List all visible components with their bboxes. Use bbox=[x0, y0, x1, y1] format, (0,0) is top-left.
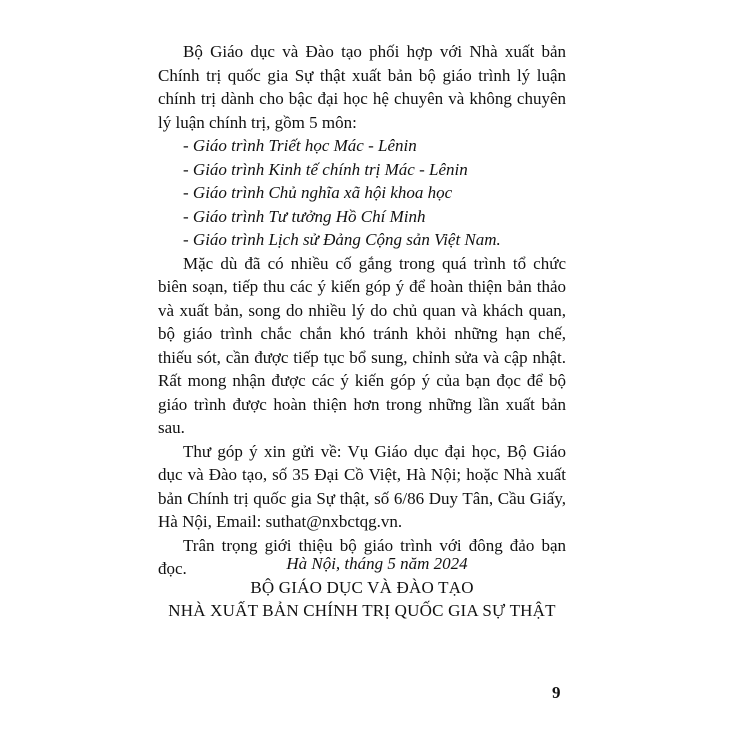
ministry-name: BỘ GIÁO DỤC VÀ ĐÀO TẠO bbox=[250, 577, 474, 597]
subject-item: - Giáo trình Lịch sử Đảng Cộng sản Việt Nam. bbox=[183, 230, 501, 249]
subject-list bbox=[158, 134, 566, 252]
body-text bbox=[158, 40, 566, 581]
page-number: 9 bbox=[552, 683, 561, 702]
subject-item: - Giáo trình Triết học Mác - Lênin bbox=[183, 136, 417, 155]
publisher-name: NHÀ XUẤT BẢN CHÍNH TRỊ QUỐC GIA SỰ THẬT bbox=[168, 601, 556, 620]
place-date: Hà Nội, tháng 5 năm 2024 bbox=[286, 554, 468, 573]
signature-block bbox=[158, 552, 566, 623]
subject-item: - Giáo trình Kinh tế chính trị Mác - Lênin bbox=[183, 159, 468, 179]
contact-paragraph: Thư góp ý xin gửi về: Vụ Giáo dục đại học, Bộ Giáo dục và Đào tạo, số 35 Đại Cồ Việt, Hà Nội; hoặc Nhà xuất bản Chính trị quốc gia Sự thật, số 6/86 Duy Tân, Cầu Giấy, Hà Nội, Email: suthat@nxbctqg.vn. bbox=[158, 441, 566, 531]
closing-paragraph: Trân trọng giới thiệu bộ giáo trình với đông đảo bạn đọc. bbox=[158, 535, 566, 578]
feedback-paragraph: Mặc dù đã có nhiều cố gắng trong quá trình tổ chức biên soạn, tiếp thu các ý kiến góp ý để hoàn thiện bản thảo và xuất bản, song do nhiều lý do chủ quan và khách quan, bộ giáo trình chắc chắn khó tránh khỏi những hạn chế, thiếu sót, cần được tiếp tục bổ sung, chỉnh sửa và cập nhật. Rất mong nhận được các ý kiến góp ý của bạn đọc để bộ giáo trình được hoàn thiện hơn trong những lần xuất bản sau. bbox=[158, 253, 566, 437]
intro-paragraph: Bộ Giáo dục và Đào tạo phối hợp với Nhà xuất bản Chính trị quốc gia Sự thật xuất bản bộ giáo trình lý luận chính trị dành cho bậc đại học hệ chuyên và không chuyên lý luận chính trị, gồm 5 môn: bbox=[158, 42, 566, 132]
subject-item: - Giáo trình Chủ nghĩa xã hội khoa học bbox=[183, 183, 453, 202]
subject-item: - Giáo trình Tư tưởng Hồ Chí Minh bbox=[183, 206, 426, 226]
